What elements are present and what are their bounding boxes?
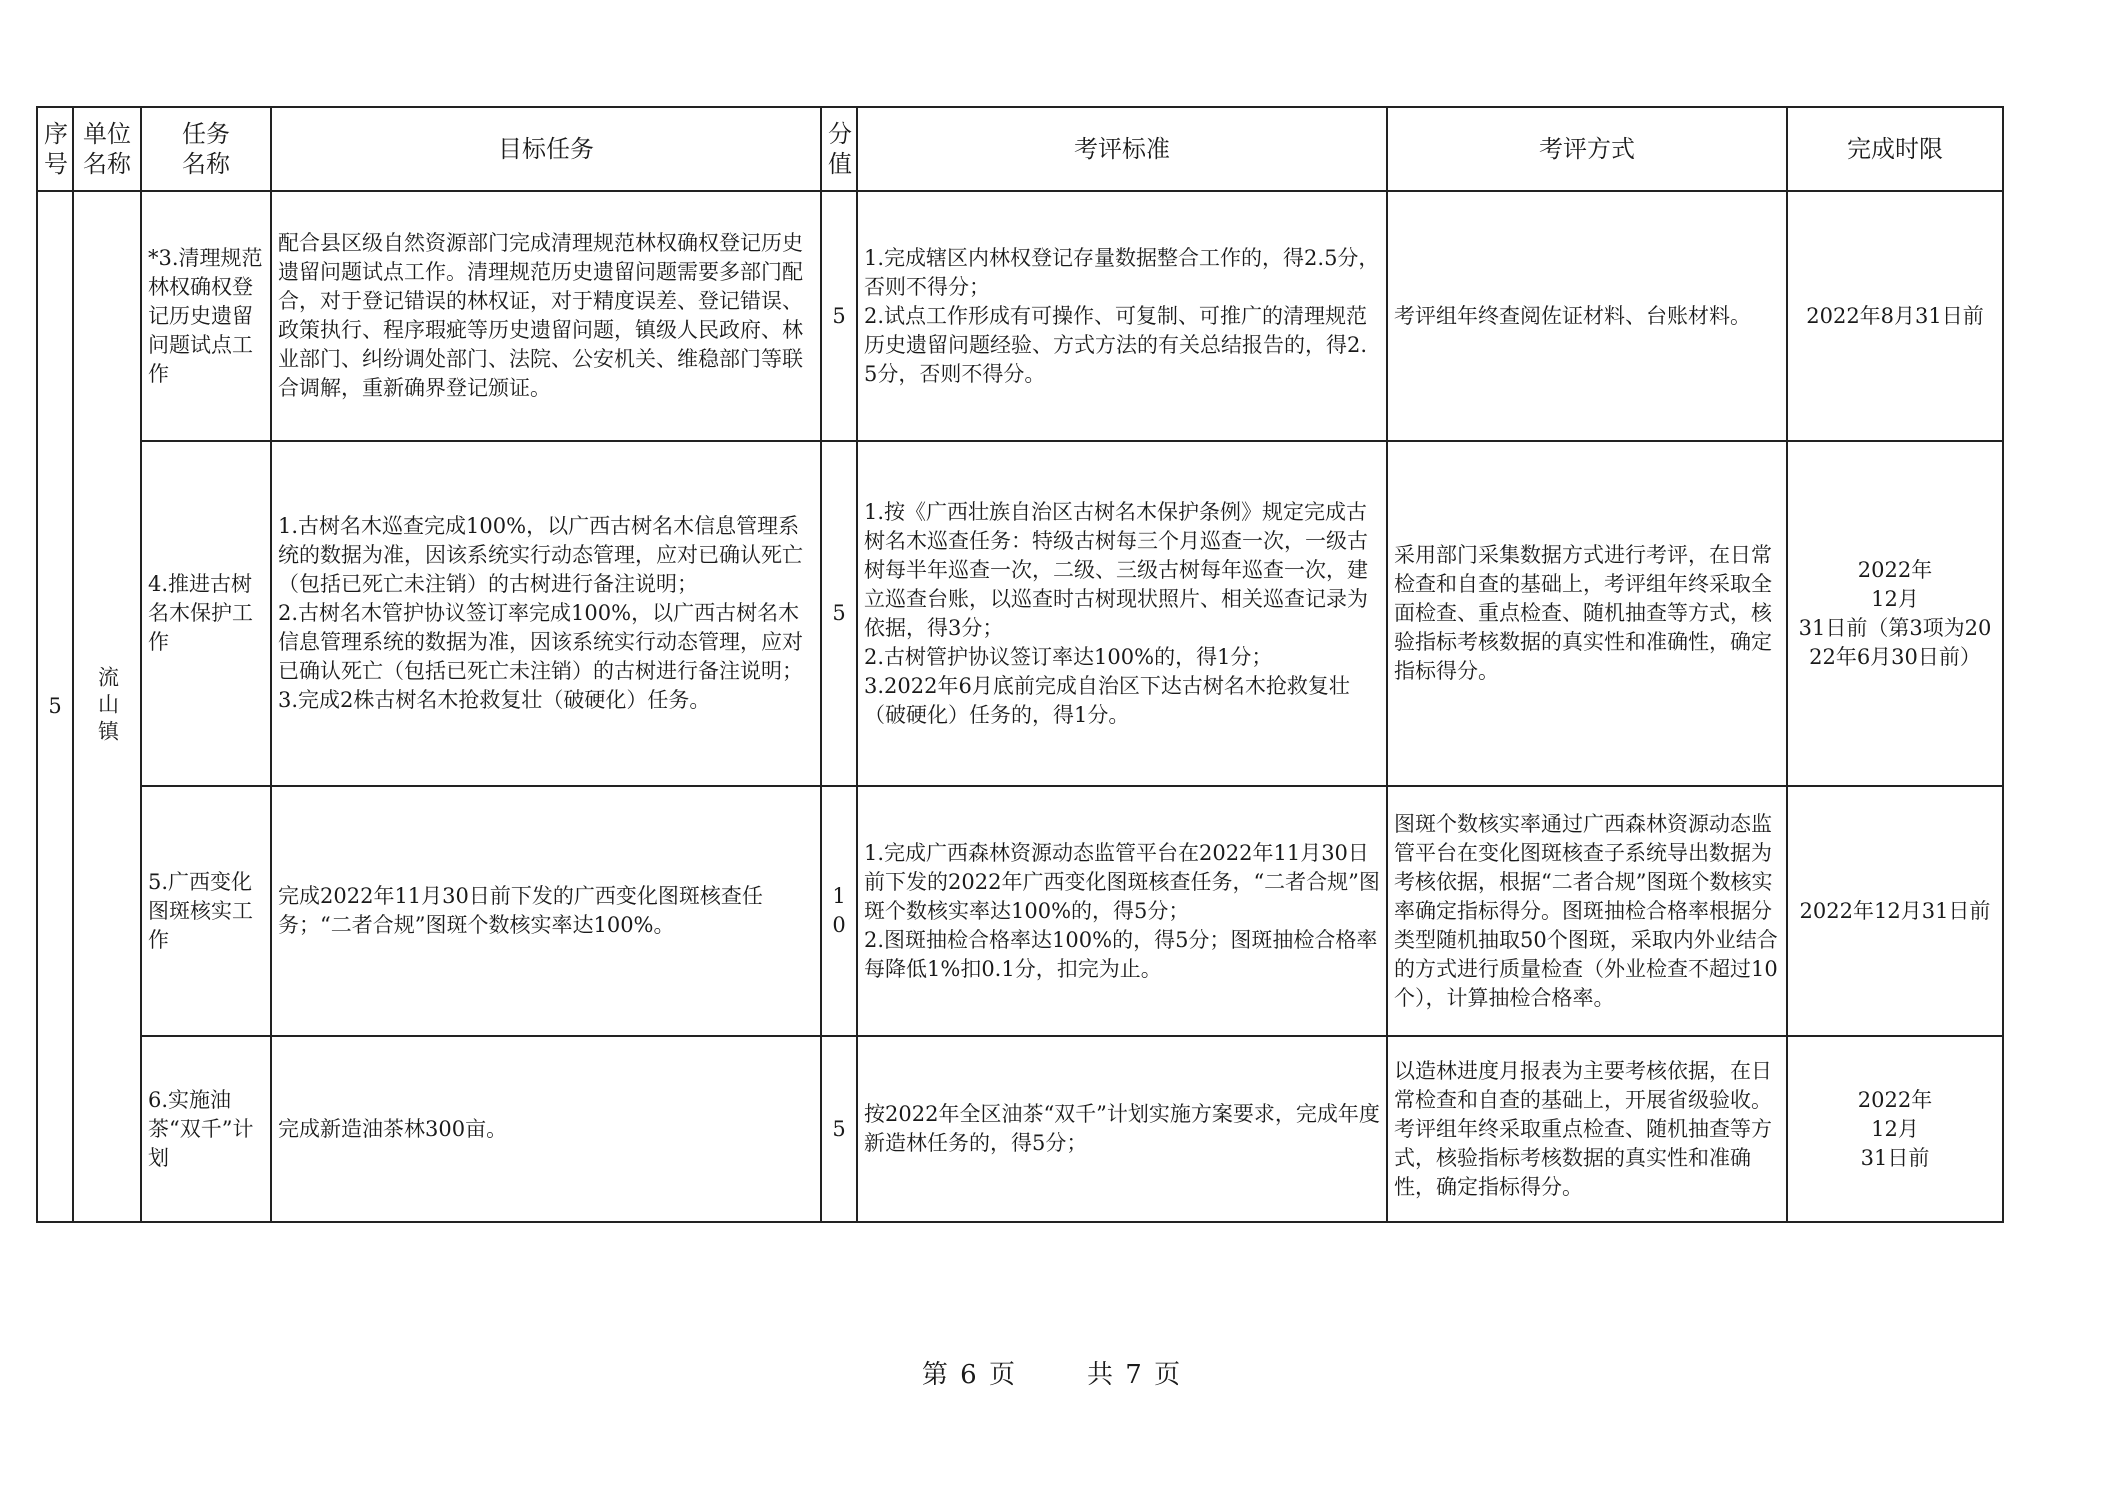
page-total: 共 7 页 [1087,1360,1183,1390]
task-name: 5.广西变化图斑核实工作 [141,786,271,1036]
table-row [37,786,2003,1036]
table-header-row [37,107,2003,191]
header-deadline: 完成时限 [1787,107,2003,191]
method-text: 图斑个数核实率通过广西森林资源动态监管平台在变化图斑核查子系统导出数据为考核依据，根据“二者合规”图斑个数核实率确定指标得分。图斑抽检合格率根据分类型随机抽取50个图斑，采取内外业结合的方式进行质量检查（外业检查不超过10个），计算抽检合格率。 [1387,786,1787,1036]
header-score: 分 值 [821,107,857,191]
header-method: 考评方式 [1387,107,1787,191]
score-value: 5 [821,1036,857,1222]
header-task: 任务 名称 [141,107,271,191]
table-row [37,191,2003,441]
group-unit: 流山镇 [73,191,141,1222]
goal-text: 完成2022年11月30日前下发的广西变化图斑核查任务；“二者合规”图斑个数核实率达100%。 [271,786,821,1036]
standard-text: 1.完成辖区内林权登记存量数据整合工作的，得2.5分，否则不得分； 2.试点工作形成有可操作、可复制、可推广的清理规范历史遗留问题经验、方式方法的有关总结报告的，得2.5分，否则不得分。 [857,191,1387,441]
header-goal: 目标任务 [271,107,821,191]
task-name: 6.实施油茶“双千”计划 [141,1036,271,1222]
score-value: 5 [821,191,857,441]
assessment-table [36,106,2004,1223]
task-name: 4.推进古树名木保护工作 [141,441,271,786]
score-value: 5 [821,441,857,786]
header-unit: 单位 名称 [73,107,141,191]
page-footer [0,1354,2104,1391]
deadline-text: 2022年 12月 31日前（第3项为2022年6月30日前） [1787,441,2003,786]
table-row [37,1036,2003,1222]
standard-text: 1.完成广西森林资源动态监管平台在2022年11月30日前下发的2022年广西变化图斑核查任务，“二者合规”图斑个数核实率达100%的，得5分； 2.图斑抽检合格率达100%的，得5分；图斑抽检合格率每降低1%扣0.1分，扣完为止。 [857,786,1387,1036]
deadline-text: 2022年12月31日前 [1787,786,2003,1036]
goal-text: 1.古树名木巡查完成100%，以广西古树名木信息管理系统的数据为准，因该系统实行动态管理，应对已确认死亡（包括已死亡未注销）的古树进行备注说明； 2.古树名木管护协议签订率完成100%，以广西古树名木信息管理系统的数据为准，因该系统实行动态管理，应对已确认死亡（包括已死亡未注销）的古树进行备注说明； 3.完成2株古树名木抢救复壮（破硬化）任务。 [271,441,821,786]
group-seq: 5 [37,191,73,1222]
header-seq: 序 号 [37,107,73,191]
goal-text: 配合县区级自然资源部门完成清理规范林权确权登记历史遗留问题试点工作。清理规范历史遗留问题需要多部门配合，对于登记错误的林权证，对于精度误差、登记错误、政策执行、程序瑕疵等历史遗留问题，镇级人民政府、林业部门、纠纷调处部门、法院、公安机关、维稳部门等联合调解，重新确界登记颁证。 [271,191,821,441]
table-row [37,441,2003,786]
score-value: 10 [821,786,857,1036]
method-text: 以造林进度月报表为主要考核依据，在日常检查和自查的基础上，开展省级验收。考评组年终采取重点检查、随机抽查等方式，核验指标考核数据的真实性和准确性，确定指标得分。 [1387,1036,1787,1222]
header-standard: 考评标准 [857,107,1387,191]
method-text: 考评组年终查阅佐证材料、台账材料。 [1387,191,1787,441]
page-number: 第 6 页 [921,1360,1017,1390]
task-name: *3.清理规范林权确权登记历史遗留问题试点工作 [141,191,271,441]
standard-text: 按2022年全区油茶“双千”计划实施方案要求，完成年度新造林任务的，得5分； [857,1036,1387,1222]
standard-text: 1.按《广西壮族自治区古树名木保护条例》规定完成古树名木巡查任务：特级古树每三个月巡查一次，一级古树每半年巡查一次，二级、三级古树每年巡查一次，建立巡查台账，以巡查时古树现状照片、相关巡查记录为依据，得3分； 2.古树管护协议签订率达100%的，得1分； 3.2022年6月底前完成自治区下达古树名木抢救复壮（破硬化）任务的，得1分。 [857,441,1387,786]
deadline-text: 2022年8月31日前 [1787,191,2003,441]
goal-text: 完成新造油茶林300亩。 [271,1036,821,1222]
assessment-sheet [36,106,2002,1223]
deadline-text: 2022年 12月 31日前 [1787,1036,2003,1222]
method-text: 采用部门采集数据方式进行考评，在日常检查和自查的基础上，考评组年终采取全面检查、重点检查、随机抽查等方式，核验指标考核数据的真实性和准确性，确定指标得分。 [1387,441,1787,786]
